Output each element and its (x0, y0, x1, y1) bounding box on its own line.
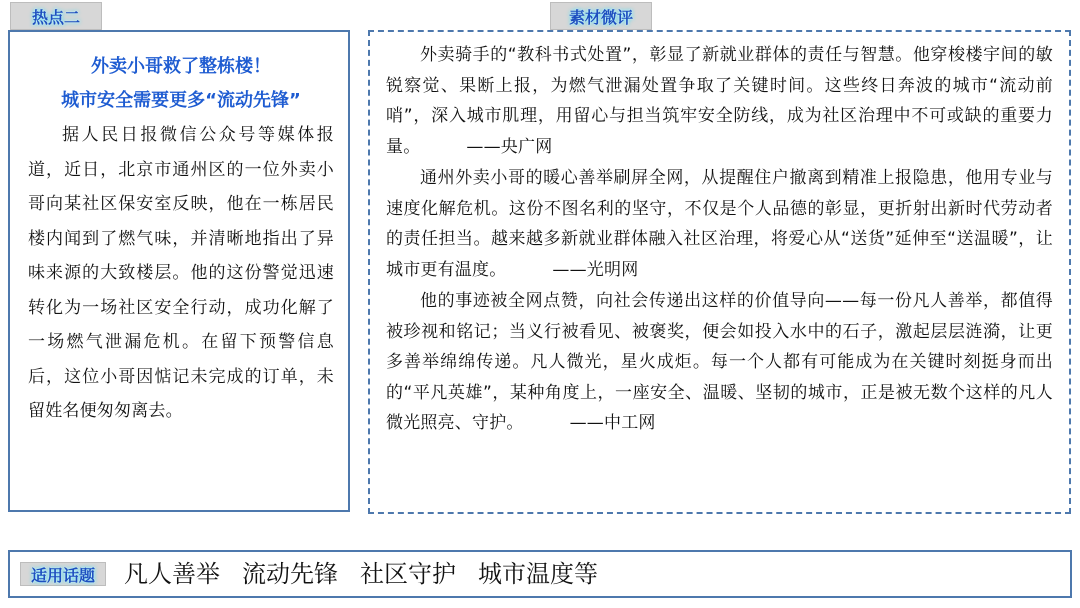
topic-item: 城市温度等 (478, 560, 599, 588)
comment-text-1: 外卖骑手的“教科书式处置”，彰显了新就业群体的责任与智慧。他穿梭楼宇间的敏锐察觉、果断上报，为燃气泄漏处置争取了关键时间。这些终日奔波的城市“流动前哨”，深入城市肌理，用留心与担当筑牢安全防线，成为社区治理中不可或缺的重要力量。 (386, 45, 1053, 157)
news-body: 据人民日报微信公众号等媒体报道，近日，北京市通州区的一位外卖小哥向某社区保安室反映，他在一栋居民楼内闻到了燃气味，并清晰地指出了异味来源的大致楼层。他的这份警觉迅速转化为一场社区安全行动，成功化解了一场燃气泄漏危机。在留下预警信息后，这位小哥因惦记未完成的订单，未留姓名便匆匆离去。 (28, 125, 334, 421)
headline-line-2: 城市安全需要更多“流动先锋” (61, 90, 301, 111)
applicable-topics-label-box (20, 562, 106, 586)
applicable-topics-bar (8, 550, 1072, 598)
comment-paragraph-3 (386, 286, 1053, 439)
comment-source-1: ——央广网 (466, 136, 553, 157)
material-review-tab-label: 素材微评 (568, 7, 633, 27)
comment-text-2: 通州外卖小哥的暖心善举刷屏全网，从提醒住户撤离到精准上报隐患，他用专业与速度化解危机。这份不图名利的坚守，不仅是个人品德的彰显，更折射出新时代劳动者的责任担当。越来越多新就业群体融入社区治理，将爱心从“送货”延伸至“送温暖”，让城市更有温度。 (386, 168, 1053, 280)
topic-list (124, 562, 598, 586)
comment-text-3: 他的事迹被全网点赞，向社会传递出这样的价值导向——每一份凡人善举，都值得被珍视和铭记；当义行被看见、被褒奖，便会如投入水中的石子，激起层层涟漪，让更多善举绵绵传递。凡人微光，星火成炬。每一个人都有可能成为在关键时刻挺身而出的“平凡英雄”，某种角度上，一座安全、温暖、坚韧的城市，正是被无数个这样的凡人微光照亮、守护。 (386, 291, 1053, 433)
hotspot-tab (10, 2, 102, 30)
hotspot-panel (8, 30, 350, 512)
material-review-tab (550, 2, 652, 30)
topic-item: 凡人善举 (124, 560, 221, 588)
comment-paragraph-2 (386, 163, 1053, 285)
comment-source-2: ——光明网 (552, 259, 639, 280)
comment-source-3: ——中工网 (569, 413, 656, 433)
comment-paragraph-1 (386, 40, 1053, 162)
comment-panel (368, 30, 1071, 514)
topic-item: 流动先锋 (242, 560, 339, 588)
headline-line-1: 外卖小哥救了整栋楼！ (91, 56, 271, 77)
hotspot-tab-label: 热点二 (31, 7, 80, 27)
topic-item: 社区守护 (360, 560, 457, 588)
applicable-topics-label: 适用话题 (31, 565, 96, 585)
